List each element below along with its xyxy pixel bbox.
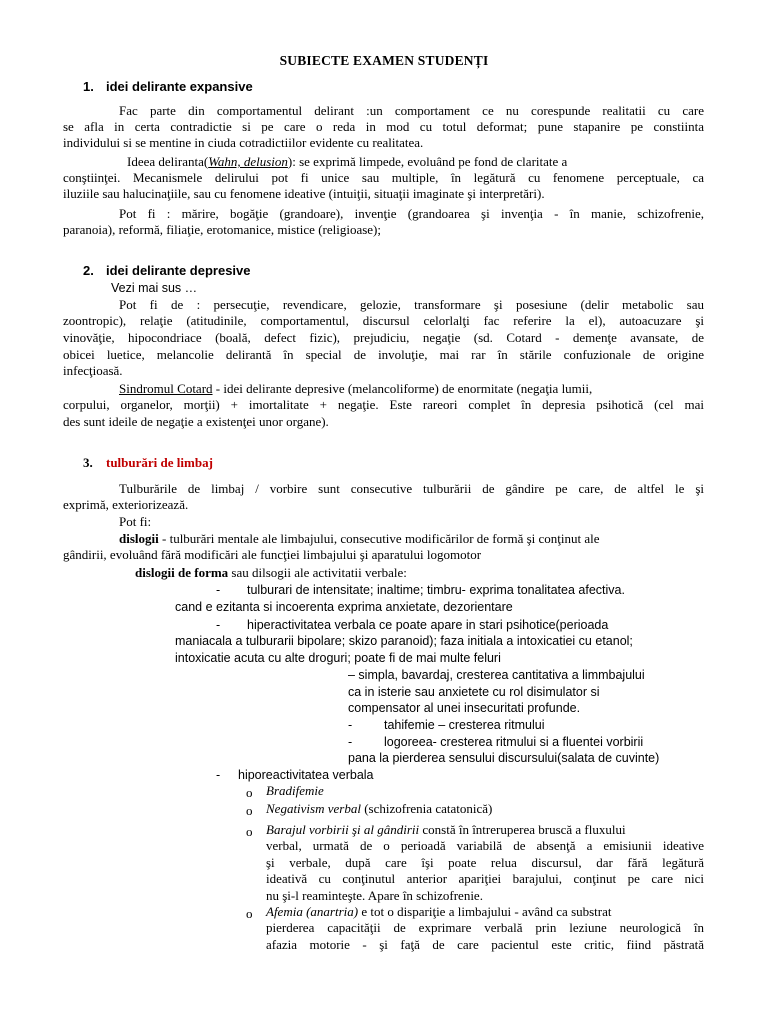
s3-afemia-lead: e tot o dispariţie a limbajului - având ca substrat xyxy=(358,904,612,919)
s3-baraj-line5: nu şi-l reaminteşte. Apare în schizofrenie. xyxy=(266,888,483,903)
wahn-delusion-term: Wahn, delusion xyxy=(208,154,288,169)
page-title: SUBIECTE EXAMEN STUDENȚI xyxy=(279,53,489,68)
s3-hyper-line2: maniacala a tulburarii bipolare; skizo paranoid); faza initiala a intoxicatiei cu etanol; xyxy=(175,634,633,648)
bullet-marker: o xyxy=(246,824,253,839)
s3-baraj-lead: constă în întreruperea bruscă a fluxului xyxy=(419,822,626,837)
s1-para1-line3: individului si se mentine in ciuda cotradictiilor evidente cu realitatea. xyxy=(63,135,424,150)
s1-para3-line1: Pot fi : mărire, bogăţie (grandoare), invenţie (grandoarea şi invenţia - în manie, schizofrenie, xyxy=(119,206,704,221)
bullet-marker: o xyxy=(246,906,253,921)
dash-marker: - xyxy=(216,768,221,782)
s3-logoreea-line2: pana la pierderea sensului discursului(salata de cuvinte) xyxy=(348,751,660,765)
s3-baraj-line3: şi verbale, după care îşi poate relua discursul, dar fără legătură xyxy=(266,855,704,870)
s3-hyper-line1: hiperactivitatea verbala ce poate apare in stari psihotice(perioada xyxy=(247,618,609,632)
s3-afemia-line3: afazia motorie - şi faţă de care pacientul este critic, fiind păstrată xyxy=(266,937,704,952)
s3-baraj-line1 xyxy=(266,822,704,838)
cotard-syndrome-term: Sindromul Cotard xyxy=(119,381,213,396)
dash-marker: - xyxy=(348,718,353,732)
dash-marker: - xyxy=(216,618,221,632)
s1-para2-lead: Ideea deliranta( xyxy=(127,154,209,169)
s1-para1-line1: Fac parte din comportamentul delirant :un comportament ce nu corespunde realitatii cu care xyxy=(119,103,704,118)
s1-para2-tail: ): se exprimă limpede, evoluând pe fond de claritate a xyxy=(287,154,568,169)
afemia-term: Afemia (anartria) xyxy=(266,904,359,919)
baraj-term: Barajul vorbirii şi al gândirii xyxy=(266,822,420,837)
s2-para1-line2: zoontropic), relaţie (atitudinile, comportamentul, discursul celorlalţi fac referire la el), autoacuzare şi xyxy=(63,313,704,328)
s3-intensity-line2: cand e ezitanta si incoerenta exprima anxietate, dezorientare xyxy=(175,600,513,614)
s3-simple-line3: compensator al unei insecuritati profunde. xyxy=(348,701,581,715)
section-2-heading: idei delirante depresive xyxy=(106,263,251,278)
s1-para1-line2: se afla in certa contradictie si pe care o reda in mod cu totul deformat; pune stapanire pe constiinta xyxy=(63,119,704,134)
s2-cotard-lead: - idei delirante depresive (melancoliforme) de enormitate (negaţia lumii, xyxy=(212,381,593,396)
s2-para1-line5: infecţioasă. xyxy=(63,363,123,378)
s3-afemia-line2: pierderea capacităţii de exprimare verbală prin leziune neurologică în xyxy=(266,920,704,935)
s3-simple-line2: ca in isterie sau anxietete cu rol disimulator si xyxy=(348,685,600,699)
s1-para2-line3: iluziile sau halucinaţiile, sau cu fenomene ideative (intuiţii, situaţii imaginate şi interpretări). xyxy=(63,186,545,201)
s3-potfi: Pot fi: xyxy=(119,514,152,529)
s3-forma-line xyxy=(135,565,407,581)
s2-cotard-line2: corpului, organelor, morţii) + imortalitate + negaţie. Este rareori complet în depresia psihotică (cel mai xyxy=(63,397,704,412)
s3-negativism-tail: (schizofrenia catatonică) xyxy=(360,801,493,816)
s3-dislogii-lead: - tulburări mentale ale limbajului, consecutive modificărilor de formă şi conţinut ale xyxy=(158,531,600,546)
section-1-heading: idei delirante expansive xyxy=(106,79,253,94)
s2-para1-line3: vinovăţie, hipocondriace (boală, defect fizic), prejudiciu, negaţie (sd. Cotard - demenţe avansate, de xyxy=(63,330,704,345)
section-2-number: 2. xyxy=(83,263,94,278)
s3-tahifemie: tahifemie – cresterea ritmului xyxy=(384,718,545,732)
s2-para1-line4: obicei luetice, melancolie delirantă în special de involuţie, mai rar în stările confuzionale de origine xyxy=(63,347,704,362)
section-1-number: 1. xyxy=(83,79,94,94)
s3-intensity-line1: tulburari de intensitate; inaltime; timbru- exprima tonalitatea afectiva. xyxy=(247,583,625,597)
s2-cotard-line1 xyxy=(119,381,704,397)
s3-hiporeactivitate: hiporeactivitatea verbala xyxy=(238,768,374,782)
dash-marker: - xyxy=(216,583,221,597)
s3-para1-line1: Tulburările de limbaj / vorbire sunt consecutive tulburării de gândire pe care, de altfel le şi xyxy=(119,481,704,496)
s2-see-above: Vezi mai sus … xyxy=(111,281,198,295)
s3-baraj-line2: verbal, urmată de o perioadă variabilă de absenţă a emisiunii ideative xyxy=(266,838,704,853)
section-3-number: 3. xyxy=(83,455,93,470)
s3-para1-line2: exprimă, exteriorizează. xyxy=(63,497,189,512)
bullet-marker: o xyxy=(246,785,253,800)
s3-bradifemie: Bradifemie xyxy=(266,783,324,798)
s3-hyper-line3: intoxicatie acuta cu alte droguri; poate fi de mai multe feluri xyxy=(175,651,501,665)
s3-logoreea-line1: logoreea- cresterea ritmului si a fluentei vorbirii xyxy=(384,735,644,749)
s3-afemia-line1 xyxy=(266,904,704,920)
dislogii-forma-term: dislogii de forma xyxy=(135,565,229,580)
dislogii-term: dislogii xyxy=(119,531,159,546)
bullet-marker: o xyxy=(246,803,253,818)
s3-dislogii-line1 xyxy=(119,531,704,547)
s2-para1-line1: Pot fi de : persecuţie, revendicare, gelozie, transformare şi posesiune (delir metabolic sau xyxy=(119,297,704,312)
s3-negativism xyxy=(266,801,492,817)
s2-cotard-line3: des sunt ideile de negaţie a existenţei unor organe). xyxy=(63,414,329,429)
negativism-term: Negativism verbal xyxy=(266,801,361,816)
dash-marker: - xyxy=(348,735,353,749)
s3-baraj-line4: ideativă cu conţinutul anterior apariţiei barajului, conţinut pe care nici xyxy=(266,871,704,886)
s3-simple-line1: – simpla, bavardaj, cresterea cantitativa a limmbajului xyxy=(348,668,645,682)
s3-forma-tail: sau dilsogii ale activitatii verbale: xyxy=(228,565,407,580)
s1-para3-line2: paranoia), reformă, filiaţie, erotomanice, mistice (religioase); xyxy=(63,222,381,237)
s1-para2-line2: conştiinţei. Mecanismele delirului pot fi unice sau multiple, în legătură cu fenomene perceptuale, ca xyxy=(63,170,704,185)
section-3-heading: tulburări de limbaj xyxy=(106,455,213,470)
s3-dislogii-line2: gândirii, evoluând fără modificări ale funcţiei limbajului şi aparatului logomotor xyxy=(63,547,482,562)
s1-para2-line1 xyxy=(127,154,567,170)
